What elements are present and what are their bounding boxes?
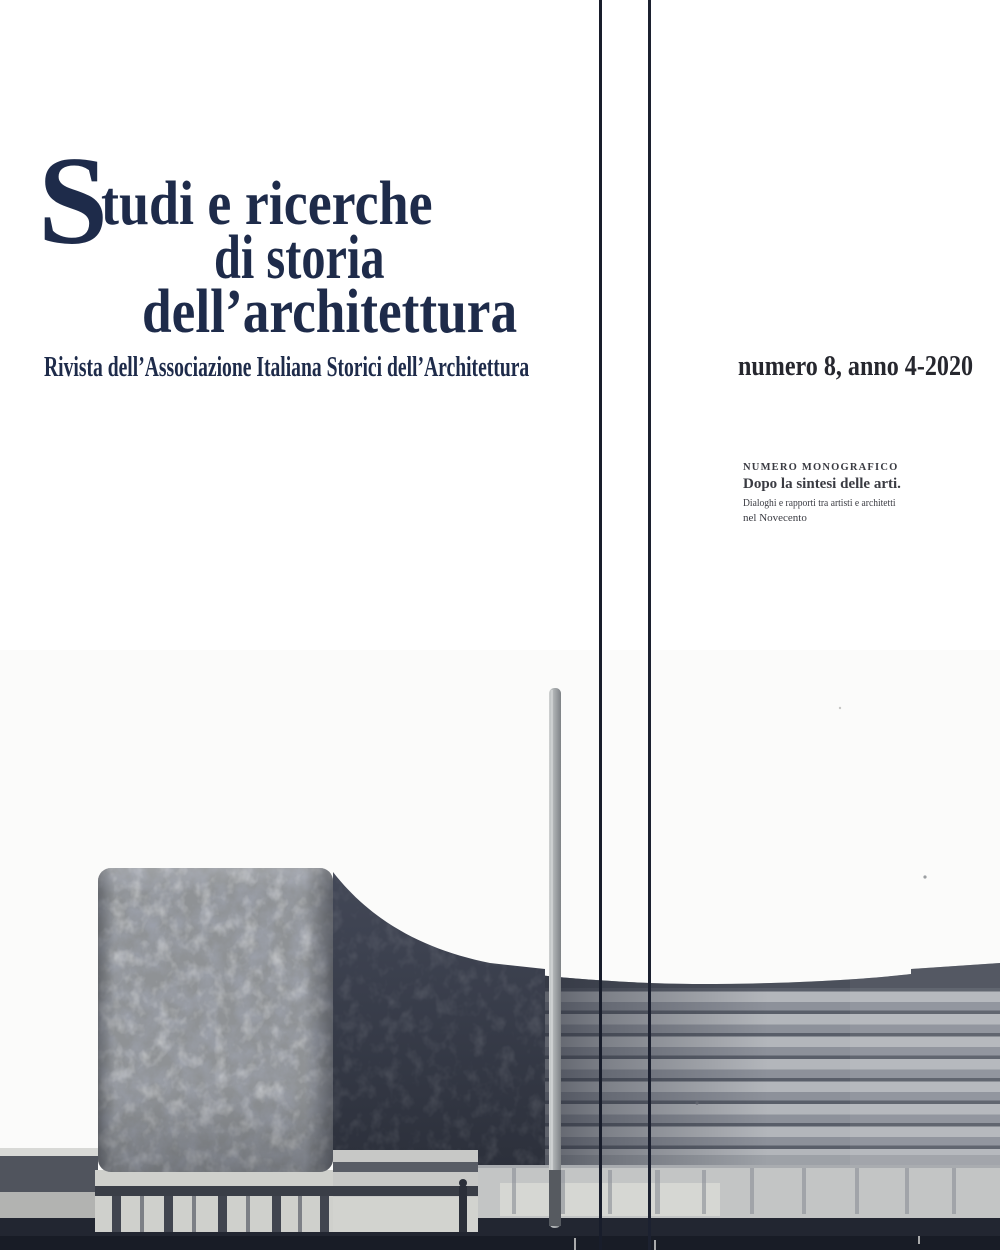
monograph-subtitle-line-1: Dialoghi e rapporti tra artisti e architetti (743, 497, 896, 509)
monograph-title: Dopo la sintesi delle arti. (743, 476, 901, 492)
journal-subtitle: Rivista dell’Associazione Italiana Storici dell’Architettura (44, 352, 530, 383)
title-drop-cap: S (38, 132, 109, 271)
monograph-subtitle-line-2: nel Novecento (743, 512, 807, 524)
vertical-rule-right (648, 0, 651, 1250)
monograph-block (743, 461, 918, 526)
cover-photo (0, 650, 1000, 1250)
title-line-3: dell’architettura (142, 278, 518, 346)
issue-number: numero 8, anno 4-2020 (738, 351, 974, 382)
monograph-label: NUMERO MONOGRAFICO (743, 462, 899, 473)
title-line-1: tudi e ricerche (101, 170, 433, 238)
title-line-2: di storia (214, 224, 385, 292)
vertical-rule-left (599, 0, 602, 1250)
